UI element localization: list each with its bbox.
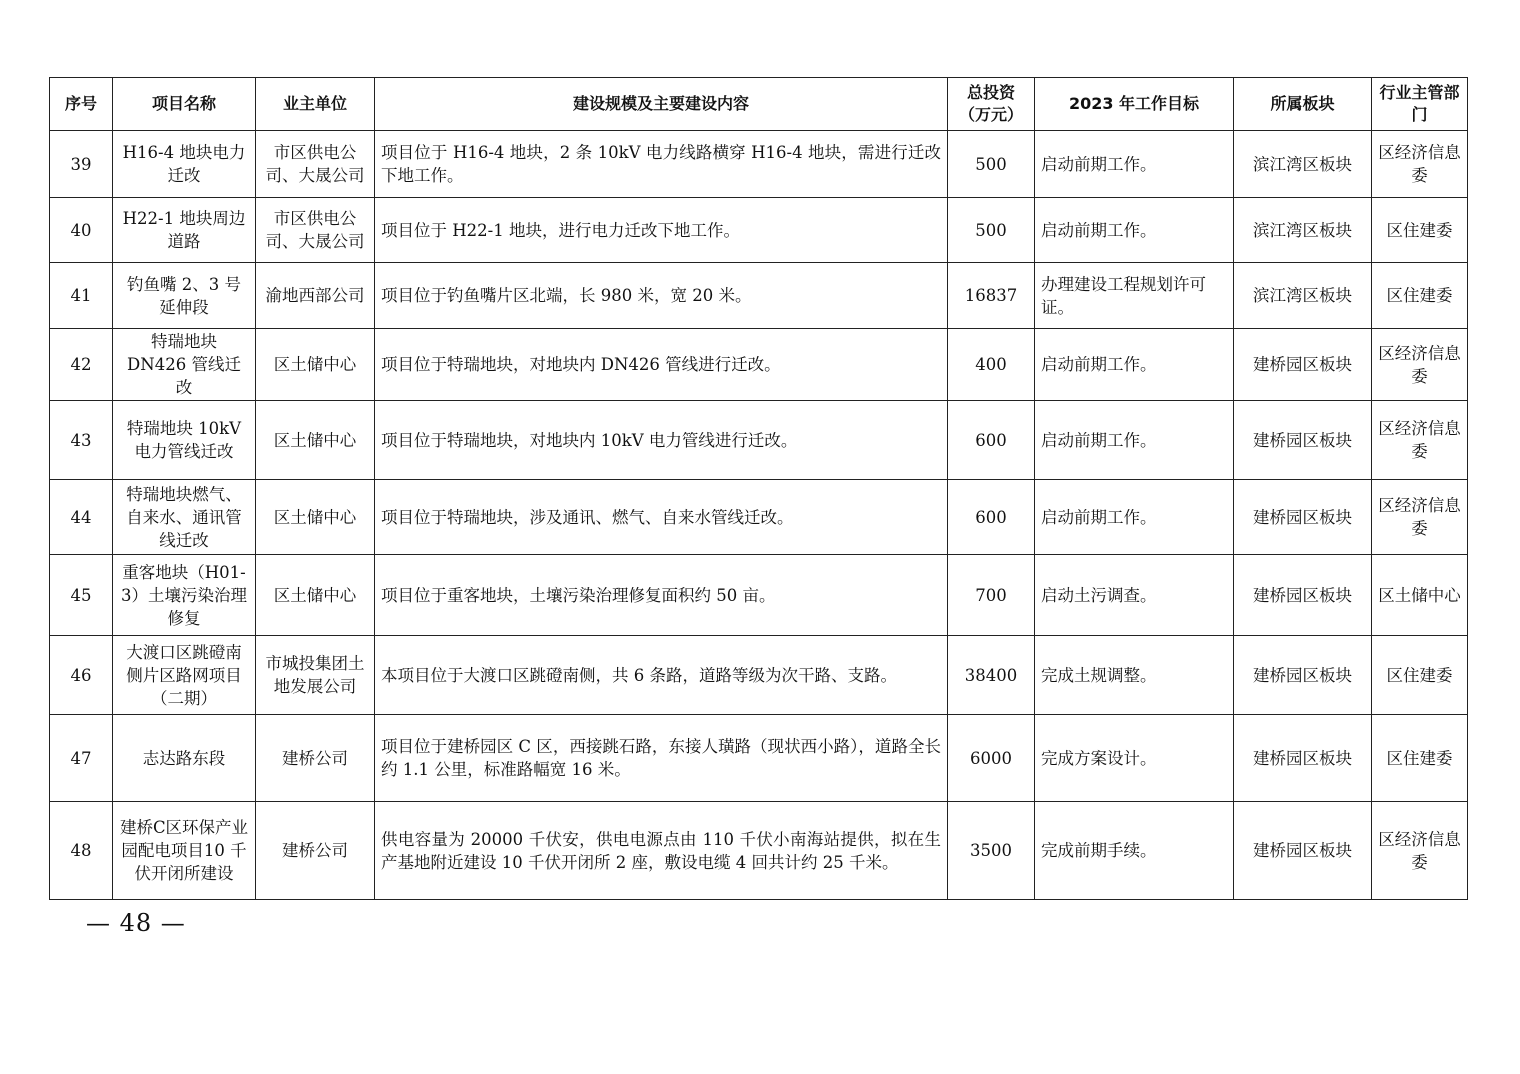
header-seq: 序号 [50, 78, 113, 131]
cell-dept: 区住建委 [1372, 263, 1468, 329]
cell-investment: 16837 [948, 263, 1035, 329]
header-dept: 行业主管部门 [1372, 78, 1468, 131]
cell-dept: 区经济信息委 [1372, 802, 1468, 900]
cell-dept: 区住建委 [1372, 715, 1468, 802]
cell-owner: 区土储中心 [256, 555, 375, 636]
cell-sector: 建桥园区板块 [1234, 401, 1372, 480]
cell-goal: 完成土规调整。 [1035, 636, 1234, 715]
cell-owner: 市区供电公司、大晟公司 [256, 131, 375, 198]
cell-seq: 43 [50, 401, 113, 480]
cell-goal: 完成方案设计。 [1035, 715, 1234, 802]
page-number: — 48 — [86, 909, 186, 937]
cell-dept: 区经济信息委 [1372, 329, 1468, 401]
cell-content: 项目位于特瑞地块，对地块内 10kV 电力管线进行迁改。 [375, 401, 948, 480]
cell-content: 项目位于特瑞地块，涉及通讯、燃气、自来水管线迁改。 [375, 480, 948, 555]
cell-investment: 500 [948, 131, 1035, 198]
cell-owner: 区土储中心 [256, 329, 375, 401]
table-row [50, 636, 1468, 715]
cell-sector: 建桥园区板块 [1234, 802, 1372, 900]
cell-dept: 区土储中心 [1372, 555, 1468, 636]
cell-owner: 渝地西部公司 [256, 263, 375, 329]
cell-content: 项目位于重客地块，土壤污染治理修复面积约 50 亩。 [375, 555, 948, 636]
cell-content: 供电容量为 20000 千伏安，供电电源点由 110 千伏小南海站提供，拟在生产基地附近建设 10 千伏开闭所 2 座，敷设电缆 4 回共计约 25 千米。 [375, 802, 948, 900]
cell-investment: 38400 [948, 636, 1035, 715]
cell-sector: 建桥园区板块 [1234, 636, 1372, 715]
cell-goal: 完成前期手续。 [1035, 802, 1234, 900]
cell-seq: 47 [50, 715, 113, 802]
cell-project-name: 大渡口区跳磴南侧片区路网项目（二期） [113, 636, 256, 715]
cell-goal: 启动前期工作。 [1035, 401, 1234, 480]
cell-seq: 41 [50, 263, 113, 329]
cell-seq: 46 [50, 636, 113, 715]
cell-project-name: 特瑞地块燃气、自来水、通讯管线迁改 [113, 480, 256, 555]
cell-goal: 办理建设工程规划许可证。 [1035, 263, 1234, 329]
cell-sector: 滨江湾区板块 [1234, 131, 1372, 198]
table-header-row [50, 78, 1468, 131]
cell-goal: 启动土污调查。 [1035, 555, 1234, 636]
cell-dept: 区经济信息委 [1372, 480, 1468, 555]
cell-content: 项目位于 H16-4 地块，2 条 10kV 电力线路横穿 H16-4 地块，需进行迁改下地工作。 [375, 131, 948, 198]
cell-project-name: 特瑞地块 DN426 管线迁改 [113, 329, 256, 401]
cell-project-name: 重客地块（H01-3）土壤污染治理修复 [113, 555, 256, 636]
project-table [49, 77, 1468, 900]
cell-investment: 600 [948, 480, 1035, 555]
cell-project-name: 志达路东段 [113, 715, 256, 802]
cell-sector: 建桥园区板块 [1234, 329, 1372, 401]
header-goal: 2023 年工作目标 [1035, 78, 1234, 131]
cell-owner: 区土储中心 [256, 480, 375, 555]
cell-sector: 滨江湾区板块 [1234, 198, 1372, 263]
cell-sector: 建桥园区板块 [1234, 715, 1372, 802]
header-project-name: 项目名称 [113, 78, 256, 131]
cell-seq: 40 [50, 198, 113, 263]
cell-owner: 建桥公司 [256, 715, 375, 802]
table-row [50, 329, 1468, 401]
cell-project-name: 建桥C区环保产业园配电项目10 千伏开闭所建设 [113, 802, 256, 900]
cell-project-name: 特瑞地块 10kV 电力管线迁改 [113, 401, 256, 480]
cell-project-name: H16-4 地块电力迁改 [113, 131, 256, 198]
cell-dept: 区经济信息委 [1372, 131, 1468, 198]
cell-investment: 500 [948, 198, 1035, 263]
table-row [50, 131, 1468, 198]
cell-sector: 建桥园区板块 [1234, 555, 1372, 636]
header-investment: 总投资（万元） [948, 78, 1035, 131]
header-content: 建设规模及主要建设内容 [375, 78, 948, 131]
cell-dept: 区住建委 [1372, 636, 1468, 715]
cell-dept: 区经济信息委 [1372, 401, 1468, 480]
cell-seq: 45 [50, 555, 113, 636]
cell-owner: 市城投集团土地发展公司 [256, 636, 375, 715]
cell-content: 项目位于 H22-1 地块，进行电力迁改下地工作。 [375, 198, 948, 263]
cell-project-name: 钓鱼嘴 2、3 号延伸段 [113, 263, 256, 329]
table-row [50, 198, 1468, 263]
cell-content: 项目位于钓鱼嘴片区北端，长 980 米，宽 20 米。 [375, 263, 948, 329]
cell-content: 项目位于建桥园区 C 区，西接跳石路，东接人璜路（现状西小路），道路全长约 1.1 公里，标准路幅宽 16 米。 [375, 715, 948, 802]
header-owner: 业主单位 [256, 78, 375, 131]
cell-goal: 启动前期工作。 [1035, 198, 1234, 263]
cell-seq: 48 [50, 802, 113, 900]
table-row [50, 480, 1468, 555]
table-row [50, 401, 1468, 480]
cell-goal: 启动前期工作。 [1035, 329, 1234, 401]
cell-owner: 建桥公司 [256, 802, 375, 900]
cell-sector: 滨江湾区板块 [1234, 263, 1372, 329]
table-row [50, 715, 1468, 802]
header-sector: 所属板块 [1234, 78, 1372, 131]
cell-investment: 3500 [948, 802, 1035, 900]
cell-content: 项目位于特瑞地块，对地块内 DN426 管线进行迁改。 [375, 329, 948, 401]
cell-investment: 600 [948, 401, 1035, 480]
cell-seq: 42 [50, 329, 113, 401]
cell-goal: 启动前期工作。 [1035, 131, 1234, 198]
cell-investment: 400 [948, 329, 1035, 401]
table-row [50, 555, 1468, 636]
cell-owner: 区土储中心 [256, 401, 375, 480]
cell-investment: 6000 [948, 715, 1035, 802]
cell-content: 本项目位于大渡口区跳磴南侧，共 6 条路，道路等级为次干路、支路。 [375, 636, 948, 715]
cell-owner: 市区供电公司、大晟公司 [256, 198, 375, 263]
cell-seq: 39 [50, 131, 113, 198]
cell-investment: 700 [948, 555, 1035, 636]
cell-project-name: H22-1 地块周边道路 [113, 198, 256, 263]
table-row [50, 802, 1468, 900]
table-row [50, 263, 1468, 329]
cell-sector: 建桥园区板块 [1234, 480, 1372, 555]
cell-goal: 启动前期工作。 [1035, 480, 1234, 555]
cell-dept: 区住建委 [1372, 198, 1468, 263]
cell-seq: 44 [50, 480, 113, 555]
